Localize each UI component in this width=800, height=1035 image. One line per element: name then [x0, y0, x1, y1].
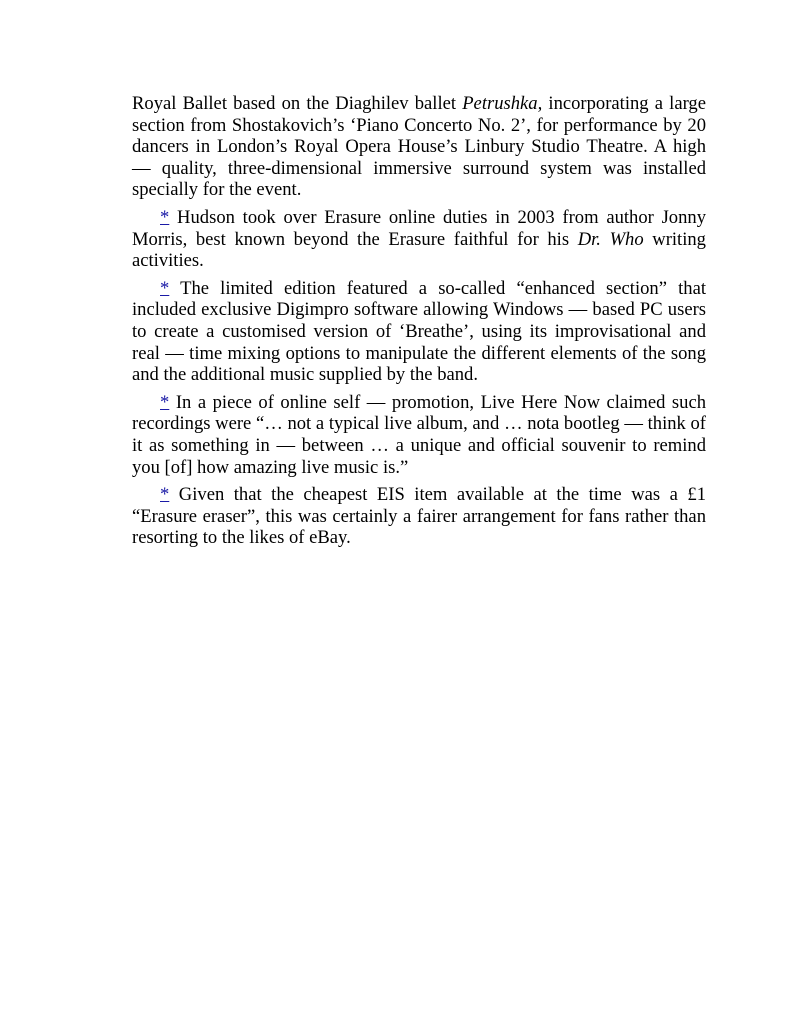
footnote-2 — [132, 278, 706, 386]
continuation-paragraph — [132, 93, 706, 201]
ballet-title: Petrushka, — [462, 93, 543, 114]
footnote-3-text: In a piece of online self — promotion, Live Here Now claimed such recordings were “… not a typical live album, and … nota bootleg — think of it as something in — between … a unique and official souvenir to remind you [of] how amazing live music is.” — [132, 391, 706, 478]
footnote-2-backlink[interactable]: * — [160, 277, 170, 299]
footnote-3 — [132, 392, 706, 478]
footnote-4-text: Given that the cheapest EIS item available at the time was a £1 “Erasure eraser”, this was certainly a fairer arrangement for fans rather than resorting to the likes of eBay. — [132, 484, 706, 549]
footnote-1-text-start: Hudson took over Erasure online duties in 2003 from author Jonny Morris, best known beyond the Erasure faithful for his — [132, 206, 706, 250]
footnote-1-title: Dr. Who — [577, 228, 644, 250]
continuation-text-end: incorporating a large section from Shostakovich’s ‘Piano Concerto No. 2’, for performance by 20 dancers in London’s Royal Opera House’s Linbury Studio Theatre. A high — quality, three-dimensional immersive surround system was installed specially for the event. — [132, 93, 706, 201]
footnote-1 — [132, 207, 706, 272]
footnote-1-text-end: writing activities. — [132, 228, 706, 272]
footnote-3-backlink[interactable]: * — [160, 391, 170, 413]
footnote-2-text: The limited edition featured a so-called “enhanced section” that included exclusive Digimpro software allowing Windows — based PC users to create a customised version of ‘Breathe’, using its improvisational and real — time mixing options to manipulate the different elements of the song and the additional music supplied by the band. — [132, 277, 706, 386]
footnote-4 — [132, 484, 706, 549]
continuation-text-start: Royal Ballet based on the Diaghilev ballet — [132, 93, 463, 114]
document-page — [132, 93, 706, 555]
footnote-4-backlink[interactable]: * — [160, 484, 170, 506]
footnote-1-backlink[interactable]: * — [160, 206, 170, 228]
